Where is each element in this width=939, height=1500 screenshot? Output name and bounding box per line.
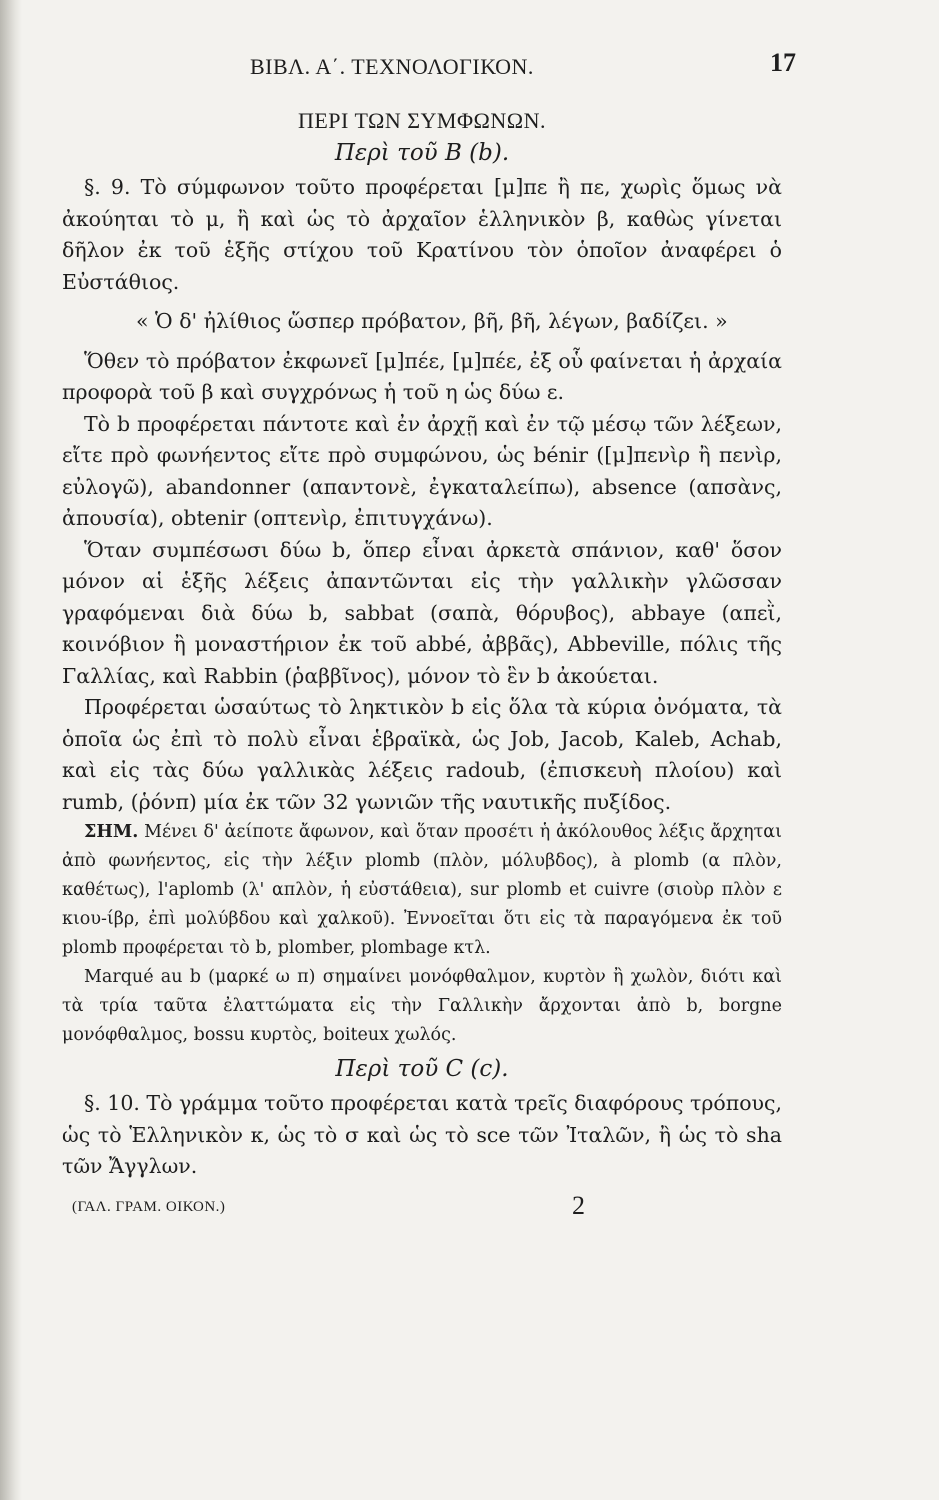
section-heading: ΠΕΡΙ ΤΩΝ ΣΥΜΦΩΝΩΝ. xyxy=(297,108,547,133)
page-number: 17 xyxy=(770,48,796,77)
paragraph-final-b: Προφέρεται ὡσαύτως τὸ ληκτικὸν b εἰς ὅλα τὰ κύρια ὀνόματα, τὰ ὁποῖα ὡς ἐπὶ τὸ πολὺ εἶναι ἑβραϊκὰ, ὡς Job, Jacob, Kaleb, Achab, καὶ εἰς τὰς δύω γαλλικὰς λέξεις radoub, (ἐπισκευὴ πλοίου) καὶ rumb, (ῥόνπ) μία ἐκ τῶν 32 γωνιῶν τῆς ναυτικῆς πυξίδος. xyxy=(62,695,782,814)
page-footer xyxy=(62,1191,782,1231)
paragraph-probaton: Ὅθεν τὸ πρόβατον ἐκφωνεῖ [μ]πέε, [μ]πέε, ἐξ οὗ φαίνεται ἡ ἀρχαία προφορὰ τοῦ β καὶ συγχρόνως ἡ τοῦ η ὡς δύω ε. xyxy=(62,348,782,404)
note-marque-au-b: Marqué au b (μαρκέ ω π) σημαίνει μονόφθαλμον, κυρτὸν ἢ χωλὸν, διότι καὶ τὰ τρία ταῦτα ἐλαττώματα εἰς τὴν Γαλλικὴν ἄρχονται ἀπὸ b, borgne μονόφθαλμος, bossu κυρτὸς, boiteux χωλός. xyxy=(62,967,782,1045)
paragraph-section-10: §. 10. Τὸ γράμμα τοῦτο προφέρεται κατὰ τρεῖς διαφόρους τρόπους, ὡς τὸ Ἑλληνικὸν κ, ὡς τὸ σ καὶ ὡς τὸ sce τῶν Ἰταλῶν, ἢ ὡς τὸ sha τῶν Ἄγγλων. xyxy=(62,1091,782,1178)
note-plomb-text: Μένει δ' ἀείποτε ἄφωνον, καὶ ὅταν προσέτι ἡ ἀκόλουθος λέξις ἄρχηται ἀπὸ φωνήεντος, εἰς τὴν λέξιν plomb (πλὸν, μόλυβδος), à plomb (α πλὸν, καθέτως), l'aplomb (λ' απλὸν, ἡ εὐστάθεια), sur plomb et cuivre (σιοὺρ πλὸν ε κιου-ίβρ, ἐπὶ μολύβδου καὶ χαλκοῦ). Ἐννοεῖται ὅτι εἰς τὰ παραγόμενα ἐκ τοῦ plomb προφέρεται τὸ b, plomber, plombage κτλ. xyxy=(62,822,782,958)
page-edge-shadow xyxy=(0,0,22,1500)
footer-signature: (ΓΑΛ. ΓΡΑΜ. ΟΙΚΟΝ.) xyxy=(72,1198,226,1215)
subheading-b: Περὶ τοῦ B (b). xyxy=(334,140,510,166)
paragraph-double-b: Ὅταν συμπέσωσι δύω b, ὅπερ εἶναι ἀρκετὰ σπάνιον, καθ' ὅσον μόνον αἱ ἑξῆς λέξεις ἀπαντῶνται εἰς τὴν γαλλικὴν γλῶσσαν γραφόμεναι διὰ δύω b, sabbat (σαπὰ, θόρυβος), abbaye (απεῒ, κοινόβιον ἢ μοναστήριον ἐκ τοῦ abbé, ἀββᾶς), Abbeville, πόλις τῆς Γαλλίας, καὶ Rabbin (ῥαββῖνος), μόνον τὸ ἓν b ἀκούεται. xyxy=(62,537,782,688)
note-plomb xyxy=(62,818,782,963)
page-header xyxy=(62,40,796,88)
paragraph-section-9: §. 9. Τὸ σύμφωνον τοῦτο προφέρεται [μ]πε ἢ πε, χωρὶς ὅμως νὰ ἀκούηται τὸ μ, ἢ καὶ ὡς τὸ ἀρχαῖον ἑλληνικὸν β, καθὼς γίνεται δῆλον ἐκ τοῦ ἑξῆς στίχου τοῦ Κρατίνου τὸν ὁποῖον ἀναφέρει ὁ Εὐστάθιος. xyxy=(62,175,782,294)
subheading-c: Περὶ τοῦ C (c). xyxy=(335,1056,509,1082)
book-page xyxy=(62,40,796,1470)
signature-mark: 2 xyxy=(572,1190,585,1220)
paragraph-b-pronunciation: Τὸ b προφέρεται πάντοτε καὶ ἐν ἀρχῇ καὶ ἐν τῷ μέσῳ τῶν λέξεων, εἴτε πρὸ φωνήεντος εἴτε πρὸ συμφώνου, ὡς bénir ([μ]πενὶρ ἢ πενὶρ, εὐλογῶ), abandonner (απαντονὲ, ἐγκαταλείπω), absence (απσὰνς, ἀπουσία), obtenir (οπτενὶρ, ἐπιτυγχάνω). xyxy=(62,411,782,530)
running-head: ΒΙΒΛ. Α΄. ΤΕΧΝΟΛΟΓΙΚΟΝ. xyxy=(250,54,534,79)
note-label: ΣΗΜ. xyxy=(84,822,139,842)
quotation-kratinos: « Ὁ δ' ἠλίθιος ὥσπερ πρόβατον, βῆ, βῆ, λέγων, βαδίζει. » xyxy=(136,309,728,333)
